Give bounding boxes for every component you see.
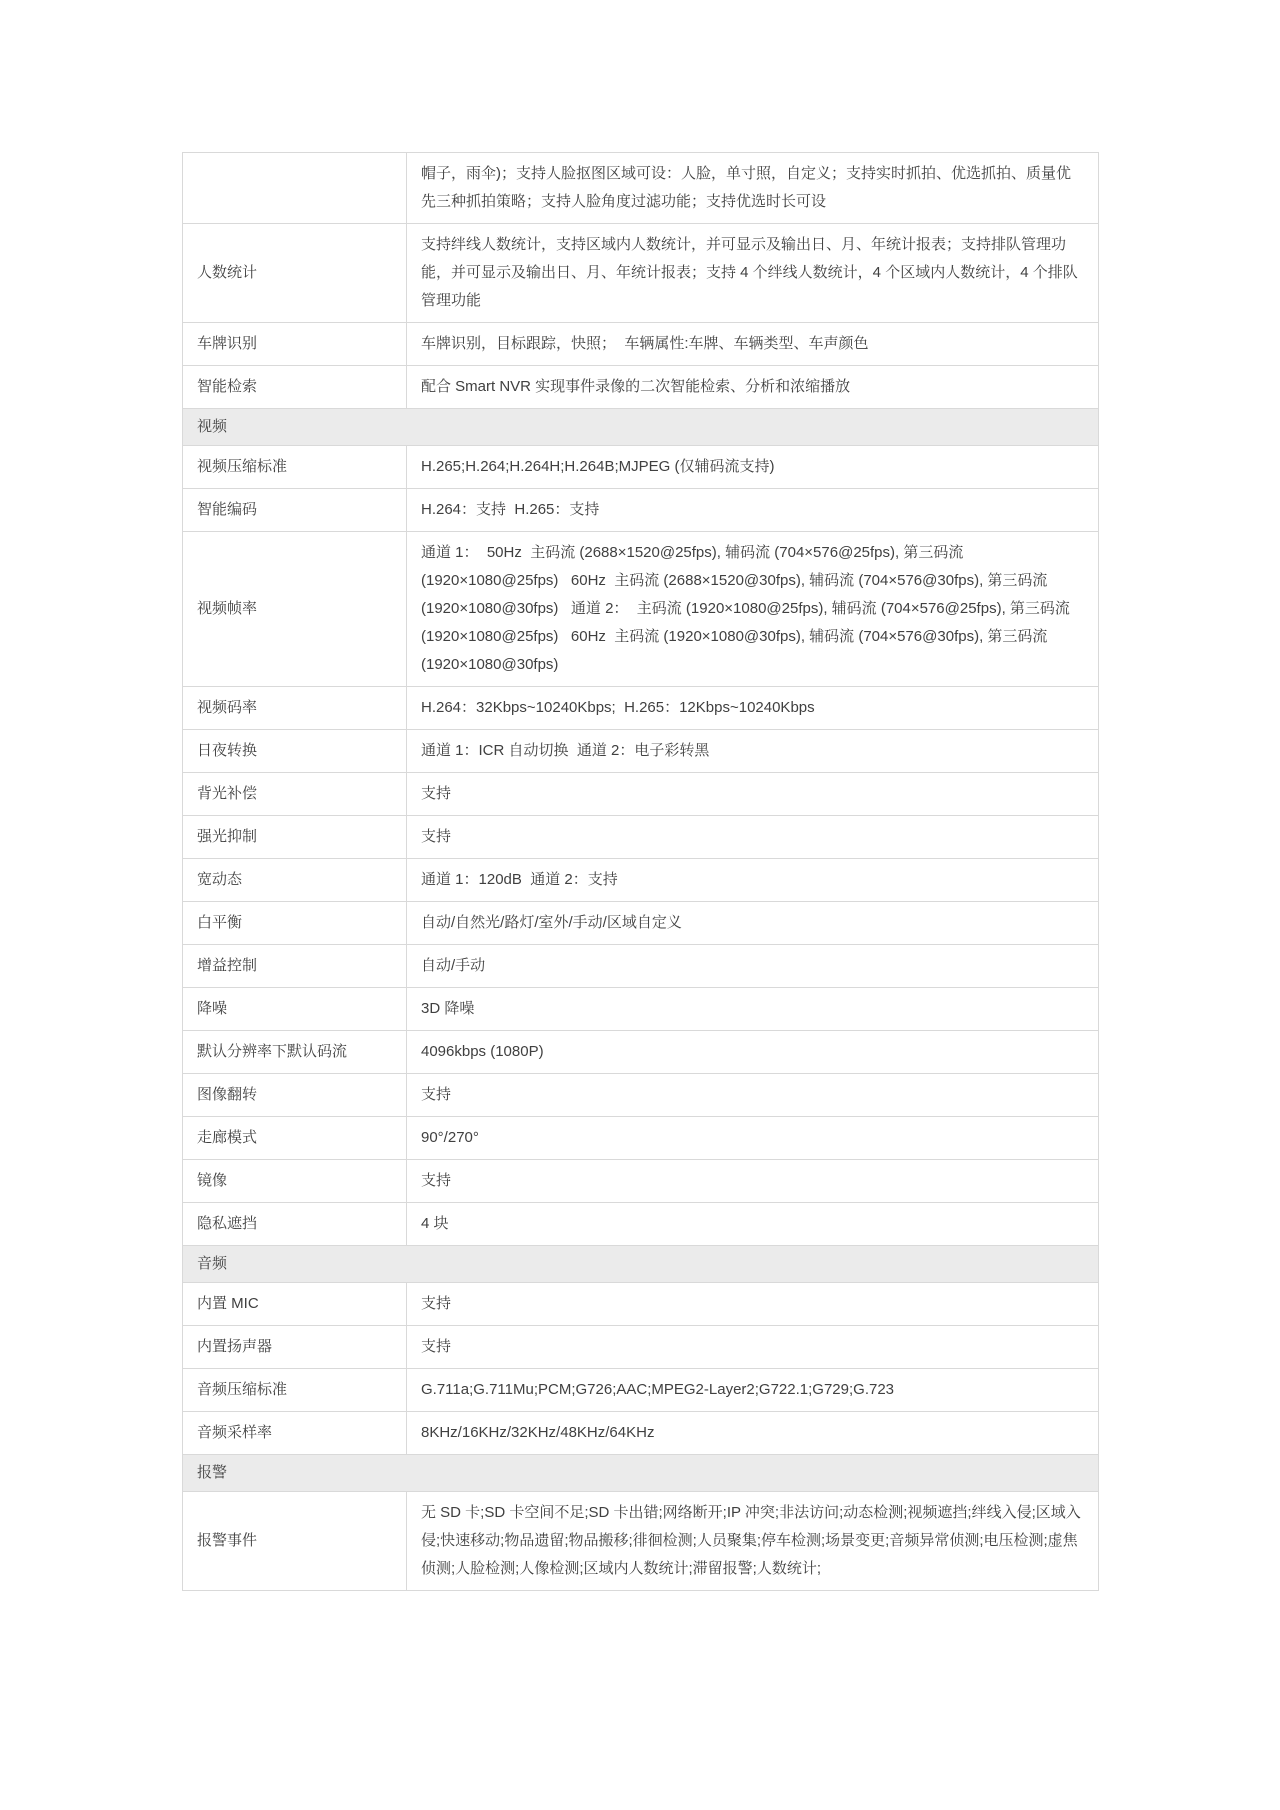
row-label: 背光补偿 xyxy=(183,773,407,816)
spec-row xyxy=(183,816,1099,859)
row-value: H.265;H.264;H.264H;H.264B;MJPEG (仅辅码流支持) xyxy=(407,446,1099,489)
spec-row xyxy=(183,902,1099,945)
row-label: 日夜转换 xyxy=(183,730,407,773)
row-value: 支持 xyxy=(407,816,1099,859)
spec-row xyxy=(183,532,1099,687)
row-label: 走廊模式 xyxy=(183,1117,407,1160)
row-value: 90°/270° xyxy=(407,1117,1099,1160)
spec-row xyxy=(183,1283,1099,1326)
section-title: 报警 xyxy=(183,1455,1099,1492)
row-value: 支持 xyxy=(407,773,1099,816)
spec-row xyxy=(183,1203,1099,1246)
row-label: 视频帧率 xyxy=(183,532,407,687)
row-label: 默认分辨率下默认码流 xyxy=(183,1031,407,1074)
row-value: 3D 降噪 xyxy=(407,988,1099,1031)
row-label xyxy=(183,153,407,224)
row-value: 自动/手动 xyxy=(407,945,1099,988)
row-value: 通道 1： 50Hz 主码流 (2688×1520@25fps), 辅码流 (704×576@25fps), 第三码流 (1920×1080@25fps) 60Hz 主码流 (2688×1520@30fps), 辅码流 (704×576@30fps), 第三码流 (1920×1080@30fps) 通道 2： 主码流 (1920×1080@25fps), 辅码流 (704×576@25fps), 第三码流 (1920×1080@25fps) 60Hz 主码流 (1920×1080@30fps), 辅码流 (704×576@30fps), 第三码流 (1920×1080@30fps) xyxy=(407,532,1099,687)
row-value: H.264：32Kbps~10240Kbps; H.265：12Kbps~10240Kbps xyxy=(407,687,1099,730)
spec-row xyxy=(183,1117,1099,1160)
spec-row xyxy=(183,1492,1099,1591)
spec-row xyxy=(183,446,1099,489)
row-label: 宽动态 xyxy=(183,859,407,902)
section-row xyxy=(183,1455,1099,1492)
row-value: H.264：支持 H.265：支持 xyxy=(407,489,1099,532)
row-value: 自动/自然光/路灯/室外/手动/区域自定义 xyxy=(407,902,1099,945)
row-value: 配合 Smart NVR 实现事件录像的二次智能检索、分析和浓缩播放 xyxy=(407,366,1099,409)
row-label: 智能检索 xyxy=(183,366,407,409)
row-label: 强光抑制 xyxy=(183,816,407,859)
row-value: 4 块 xyxy=(407,1203,1099,1246)
section-title: 音频 xyxy=(183,1246,1099,1283)
row-value: 车牌识别，目标跟踪，快照； 车辆属性:车牌、车辆类型、车声颜色 xyxy=(407,323,1099,366)
spec-row xyxy=(183,1326,1099,1369)
spec-row xyxy=(183,773,1099,816)
row-label: 报警事件 xyxy=(183,1492,407,1591)
spec-row xyxy=(183,1160,1099,1203)
spec-row xyxy=(183,323,1099,366)
row-value: 无 SD 卡;SD 卡空间不足;SD 卡出错;网络断开;IP 冲突;非法访问;动态检测;视频遮挡;绊线入侵;区域入侵;快速移动;物品遗留;物品搬移;徘徊检测;人员聚集;停车检测;场景变更;音频异常侦测;电压检测;虚焦侦测;人脸检测;人像检测;区域内人数统计;滞留报警;人数统计; xyxy=(407,1492,1099,1591)
row-value: 支持 xyxy=(407,1074,1099,1117)
row-value: 通道 1：ICR 自动切换 通道 2：电子彩转黑 xyxy=(407,730,1099,773)
row-value: 4096kbps (1080P) xyxy=(407,1031,1099,1074)
spec-row xyxy=(183,1031,1099,1074)
row-value: 通道 1：120dB 通道 2：支持 xyxy=(407,859,1099,902)
row-value: G.711a;G.711Mu;PCM;G726;AAC;MPEG2-Layer2;G722.1;G729;G.723 xyxy=(407,1369,1099,1412)
spec-row xyxy=(183,859,1099,902)
spec-row xyxy=(183,730,1099,773)
row-value: 8KHz/16KHz/32KHz/48KHz/64KHz xyxy=(407,1412,1099,1455)
row-label: 内置扬声器 xyxy=(183,1326,407,1369)
row-label: 内置 MIC xyxy=(183,1283,407,1326)
spec-row xyxy=(183,687,1099,730)
spec-row xyxy=(183,1369,1099,1412)
row-label: 隐私遮挡 xyxy=(183,1203,407,1246)
spec-row xyxy=(183,366,1099,409)
row-value: 支持 xyxy=(407,1326,1099,1369)
spec-row xyxy=(183,1412,1099,1455)
row-label: 智能编码 xyxy=(183,489,407,532)
spec-row xyxy=(183,153,1099,224)
row-label: 降噪 xyxy=(183,988,407,1031)
row-label: 镜像 xyxy=(183,1160,407,1203)
row-label: 图像翻转 xyxy=(183,1074,407,1117)
spec-row xyxy=(183,988,1099,1031)
spec-row xyxy=(183,945,1099,988)
section-title: 视频 xyxy=(183,409,1099,446)
spec-row xyxy=(183,1074,1099,1117)
row-label: 视频码率 xyxy=(183,687,407,730)
spec-row xyxy=(183,224,1099,323)
row-label: 白平衡 xyxy=(183,902,407,945)
spec-row xyxy=(183,489,1099,532)
spec-table xyxy=(182,152,1099,1591)
row-label: 音频压缩标准 xyxy=(183,1369,407,1412)
row-value: 帽子，雨伞)；支持人脸抠图区域可设：人脸，单寸照，自定义；支持实时抓拍、优选抓拍、质量优先三种抓拍策略；支持人脸角度过滤功能；支持优选时长可设 xyxy=(407,153,1099,224)
row-value: 支持 xyxy=(407,1283,1099,1326)
row-label: 音频采样率 xyxy=(183,1412,407,1455)
row-label: 车牌识别 xyxy=(183,323,407,366)
row-label: 视频压缩标准 xyxy=(183,446,407,489)
row-value: 支持 xyxy=(407,1160,1099,1203)
row-label: 人数统计 xyxy=(183,224,407,323)
row-value: 支持绊线人数统计，支持区域内人数统计，并可显示及输出日、月、年统计报表；支持排队管理功能，并可显示及输出日、月、年统计报表；支持 4 个绊线人数统计，4 个区域内人数统计，4 个排队管理功能 xyxy=(407,224,1099,323)
section-row xyxy=(183,1246,1099,1283)
section-row xyxy=(183,409,1099,446)
row-label: 增益控制 xyxy=(183,945,407,988)
spec-table-body xyxy=(183,153,1099,1591)
